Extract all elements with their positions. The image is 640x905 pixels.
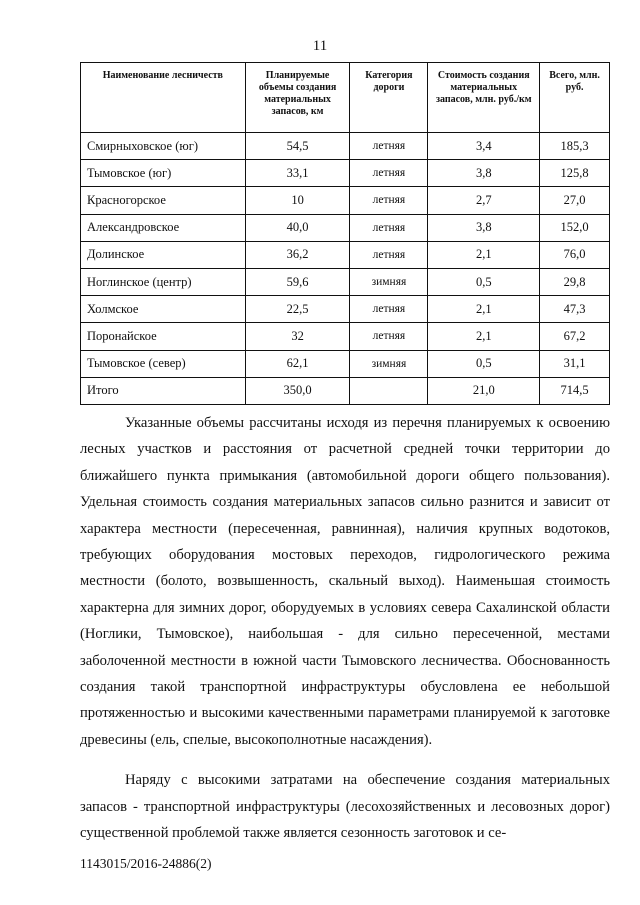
table-header-row (81, 63, 610, 133)
cell-total: 47,3 (540, 296, 610, 323)
cell-road-category: летняя (350, 323, 428, 350)
body-text (80, 410, 610, 861)
table-row (81, 160, 610, 187)
table-row (81, 214, 610, 241)
cell-total-label: Итого (81, 377, 246, 404)
cell-road-category: летняя (350, 214, 428, 241)
header-unit-cost: Стоимость создания материальных запасов, млн. руб./км (428, 63, 540, 133)
cell-total: 76,0 (540, 241, 610, 268)
cell-total: 27,0 (540, 187, 610, 214)
cell-planned-volume: 33,1 (245, 160, 350, 187)
header-planned-volume: Планируемые объемы создания материальных запасов, км (245, 63, 350, 133)
cell-road-category: летняя (350, 187, 428, 214)
cell-total: 29,8 (540, 268, 610, 295)
cell-planned-volume: 59,6 (245, 268, 350, 295)
cell-road-category: зимняя (350, 268, 428, 295)
cell-total: 714,5 (540, 377, 610, 404)
header-road-category: Категория дороги (350, 63, 428, 133)
page-number: 11 (312, 38, 328, 54)
cell-road-category: летняя (350, 296, 428, 323)
cell-forestry-name: Красногорское (81, 187, 246, 214)
cell-forestry-name: Поронайское (81, 323, 246, 350)
cell-total: 31,1 (540, 350, 610, 377)
cell-forestry-name: Смирныховское (юг) (81, 133, 246, 160)
header-total: Всего, млн. руб. (540, 63, 610, 133)
table-row (81, 133, 610, 160)
cell-unit-cost: 2,1 (428, 296, 540, 323)
table-row (81, 241, 610, 268)
cell-total: 67,2 (540, 323, 610, 350)
cell-total: 125,8 (540, 160, 610, 187)
cell-road-category: летняя (350, 133, 428, 160)
table-row (81, 296, 610, 323)
table-row (81, 187, 610, 214)
document-id: 1143015/2016-24886(2) (80, 856, 212, 871)
cell-unit-cost: 0,5 (428, 268, 540, 295)
cell-planned-volume: 350,0 (245, 377, 350, 404)
cell-forestry-name: Тымовское (юг) (81, 160, 246, 187)
cell-planned-volume: 62,1 (245, 350, 350, 377)
cell-unit-cost: 3,4 (428, 133, 540, 160)
cell-road-category: зимняя (350, 350, 428, 377)
cell-unit-cost: 3,8 (428, 214, 540, 241)
cell-forestry-name: Ноглинское (центр) (81, 268, 246, 295)
cell-planned-volume: 32 (245, 323, 350, 350)
cell-planned-volume: 22,5 (245, 296, 350, 323)
paragraph: Наряду с высокими затратами на обеспечение создания материальных запасов - транспортной инфраструктуры (лесохозяйственных и лесовозных дорог) существенной проблемой также является сезонность заготовок и се- (80, 772, 610, 842)
cell-unit-cost: 3,8 (428, 160, 540, 187)
cell-unit-cost: 2,1 (428, 323, 540, 350)
paragraph: Указанные объемы рассчитаны исходя из перечня планируемых к освоению лесных участков и расстояния от расчетной средней точки территории до ближайшего пункта примыкания (автомобильной дороги общего пользования). Удельная стоимость создания материальных запасов сильно разнится и зависит от характера местности (пересеченная, равнинная), наличия крупных водотоков, требующих оборудования мостовых переходов, гидрологического режима местности (болото, возвышенность, скальный выход). Наименьшая стоимость характерна для зимних дорог, оборудуемых в условиях севера Сахалинской области (Ноглики, Тымовское), наибольшая - для сильно пересеченной, местами заболоченной местности в южной части Тымовского лесничества. Обоснованность создания такой транспортной инфраструктуры обусловлена ее небольшой протяженностью и высокими качественными параметрами планируемой к заготовке древесины (ель, спелые, высокополнотные насаждения). (80, 415, 610, 748)
cell-planned-volume: 54,5 (245, 133, 350, 160)
cell-unit-cost: 0,5 (428, 350, 540, 377)
cell-total: 185,3 (540, 133, 610, 160)
cell-road-category: летняя (350, 160, 428, 187)
table-row (81, 323, 610, 350)
cell-unit-cost: 2,7 (428, 187, 540, 214)
cell-forestry-name: Тымовское (север) (81, 350, 246, 377)
cell-road-category (350, 377, 428, 404)
header-forestry-name: Наименование лесничеств (81, 63, 246, 133)
table-row (81, 268, 610, 295)
cell-planned-volume: 40,0 (245, 214, 350, 241)
cell-forestry-name: Холмское (81, 296, 246, 323)
cell-planned-volume: 36,2 (245, 241, 350, 268)
forestry-cost-table (80, 62, 610, 405)
cell-unit-cost: 21,0 (428, 377, 540, 404)
cell-total: 152,0 (540, 214, 610, 241)
table-total-row (81, 377, 610, 404)
table-row (81, 350, 610, 377)
cell-unit-cost: 2,1 (428, 241, 540, 268)
cell-forestry-name: Долинское (81, 241, 246, 268)
cell-planned-volume: 10 (245, 187, 350, 214)
cell-road-category: летняя (350, 241, 428, 268)
cell-forestry-name: Александровское (81, 214, 246, 241)
